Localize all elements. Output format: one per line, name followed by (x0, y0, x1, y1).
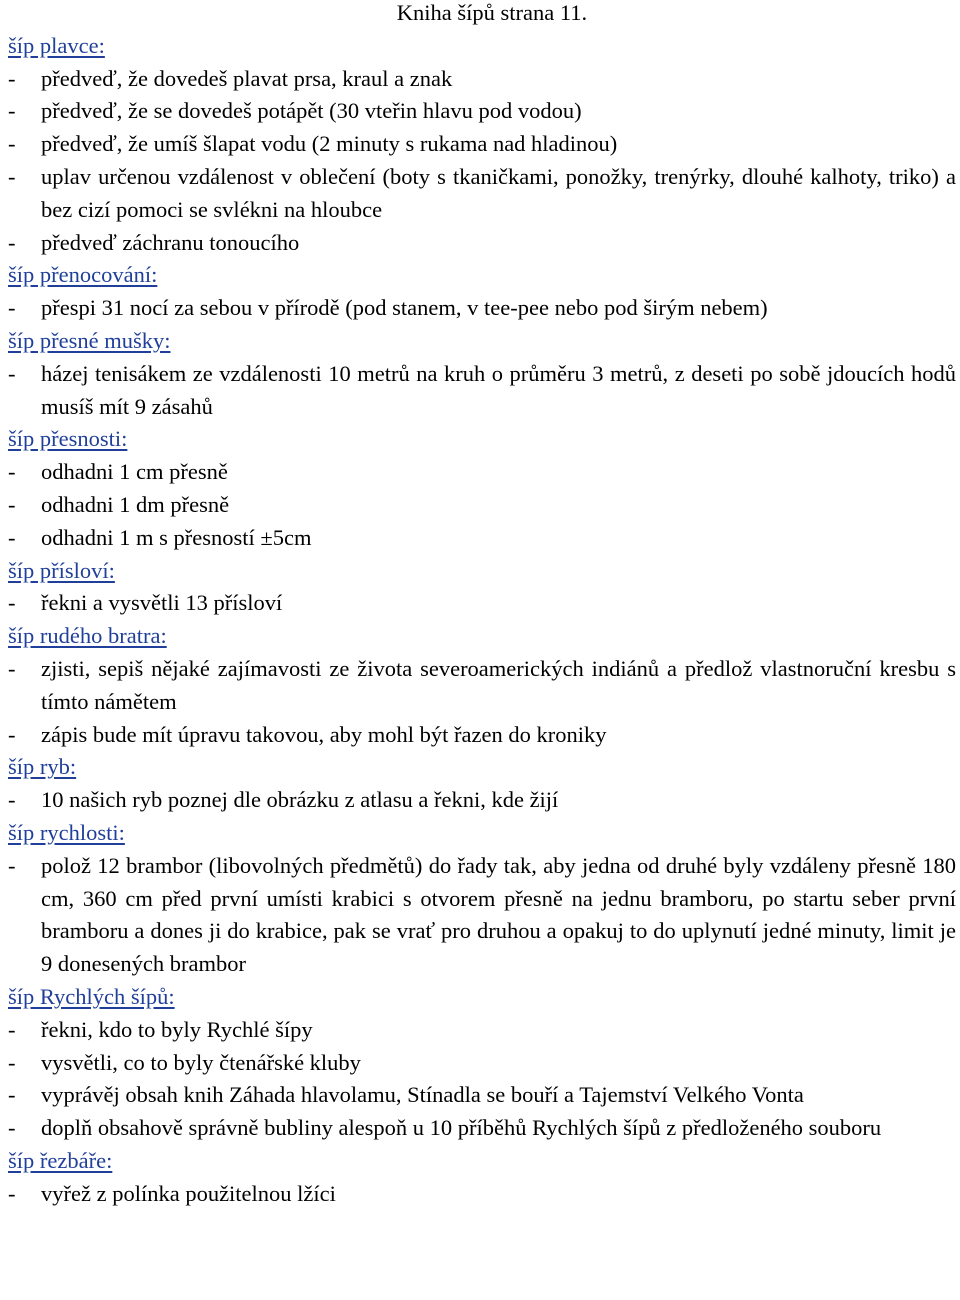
list-item (8, 719, 956, 752)
list-item (8, 63, 956, 96)
item-text: řekni a vysvětli 13 přísloví (41, 590, 283, 616)
list-item (8, 1047, 956, 1080)
list-item (8, 587, 956, 620)
list-item (8, 161, 956, 227)
dash-bullet: - (8, 524, 16, 550)
item-text: řekni, kdo to byly Rychlé šípy (41, 1016, 313, 1042)
page-title: Kniha šípů strana 11. (396, 0, 588, 25)
list-item (8, 456, 956, 489)
dash-bullet: - (8, 1082, 16, 1108)
section-heading: šíp řezbáře: (8, 1147, 113, 1173)
list-item (8, 1079, 956, 1112)
list-item (8, 95, 956, 128)
section-sip-prislovi (8, 555, 956, 621)
dash-bullet: - (8, 1016, 16, 1042)
dash-bullet: - (8, 721, 16, 747)
section-heading: šíp přísloví: (8, 557, 115, 583)
item-text: 10 našich ryb poznej dle obrázku z atlasu a řekni, kde žijí (41, 787, 559, 813)
dash-bullet: - (8, 229, 16, 255)
item-text: uplav určenou vzdálenost v oblečení (boty s tkaničkami, ponožky, trenýrky, dlouhé kalhoty, triko) a bez cizí pomoci se svlékni na hloubce (41, 163, 956, 222)
section-sip-rychlych-sipu (8, 981, 956, 1145)
list-item (8, 128, 956, 161)
item-text: házej tenisákem ze vzdálenosti 10 metrů na kruh o průměru 3 metrů, z deseti po sobě jdoucích hodů musíš mít 9 zásahů (41, 360, 956, 419)
item-text: doplň obsahově správně bubliny alespoň u 10 příběhů Rychlých šípů z předloženého souboru (41, 1115, 882, 1141)
list-item (8, 522, 956, 555)
dash-bullet: - (8, 491, 16, 517)
list-item (8, 1112, 956, 1145)
item-text: zápis bude mít úpravu takovou, aby mohl být řazen do kroniky (41, 721, 607, 747)
section-sip-rudeho-bratra (8, 620, 956, 751)
item-text: předveď, že umíš šlapat vodu (2 minuty s rukama nad hladinou) (41, 131, 618, 157)
item-text: odhadni 1 cm přesně (41, 459, 228, 485)
section-sip-presne-musky (8, 325, 956, 423)
list-item (8, 850, 956, 981)
item-text: zjisti, sepiš nějaké zajímavosti ze života severoamerických indiánů a předlož vlastnoruční kresbu s tímto námětem (41, 655, 956, 714)
dash-bullet: - (8, 655, 16, 681)
item-text: přespi 31 nocí za sebou v přírodě (pod stanem, v tee-pee nebo pod širým nebem) (41, 295, 768, 321)
section-sip-prenocovani (8, 259, 956, 325)
section-sip-rezbare (8, 1145, 956, 1211)
item-text: vyprávěj obsah knih Záhada hlavolamu, Stínadla se bouří a Tajemství Velkého Vonta (41, 1082, 804, 1108)
list-item (8, 358, 956, 424)
dash-bullet: - (8, 459, 16, 485)
section-heading: šíp přesnosti: (8, 426, 128, 452)
item-text: předveď, že se dovedeš potápět (30 vteřin hlavu pod vodou) (41, 98, 582, 124)
item-text: odhadni 1 m s přesností ±5cm (41, 524, 312, 550)
list-item (8, 784, 956, 817)
list-item (8, 1014, 956, 1047)
dash-bullet: - (8, 65, 16, 91)
dash-bullet: - (8, 590, 16, 616)
item-text: vysvětli, co to byly čtenářské kluby (41, 1049, 361, 1075)
dash-bullet: - (8, 163, 16, 189)
section-heading: šíp přenocování: (8, 262, 158, 288)
section-sip-presnosti (8, 423, 956, 554)
section-heading: šíp Rychlých šípů: (8, 983, 175, 1009)
dash-bullet: - (8, 787, 16, 813)
list-item (8, 653, 956, 719)
list-item (8, 292, 956, 325)
section-heading: šíp rudého bratra: (8, 623, 167, 649)
item-text: polož 12 brambor (libovolných předmětů) do řady tak, aby jedna od druhé byly vzdáleny přesně 180 cm, 360 cm před první umísti krabici s otvorem přesně na jednu bramboru, po startu seber první bramboru a dones ji do krabice, pak se vrať pro druhou a opakuj to do uplynutí jedné minuty, limit je 9 donesených brambor (41, 852, 956, 977)
dash-bullet: - (8, 1115, 16, 1141)
section-heading: šíp rychlosti: (8, 819, 125, 845)
item-text: předveď záchranu tonoucího (41, 229, 300, 255)
dash-bullet: - (8, 360, 16, 386)
section-heading: šíp plavce: (8, 32, 105, 58)
section-sip-ryb (8, 751, 956, 817)
dash-bullet: - (8, 1180, 16, 1206)
dash-bullet: - (8, 131, 16, 157)
document-page (8, 0, 956, 1210)
item-text: vyřež z polínka použitelnou lžíci (41, 1180, 336, 1206)
list-item (8, 227, 956, 260)
dash-bullet: - (8, 1049, 16, 1075)
dash-bullet: - (8, 98, 16, 124)
list-item (8, 489, 956, 522)
section-heading: šíp přesné mušky: (8, 327, 171, 353)
section-sip-rychlosti (8, 817, 956, 981)
item-text: předveď, že dovedeš plavat prsa, kraul a znak (41, 65, 453, 91)
section-heading: šíp ryb: (8, 754, 77, 780)
section-sip-plavce (8, 30, 956, 260)
list-item (8, 1178, 956, 1211)
dash-bullet: - (8, 852, 16, 878)
item-text: odhadni 1 dm přesně (41, 491, 230, 517)
dash-bullet: - (8, 295, 16, 321)
